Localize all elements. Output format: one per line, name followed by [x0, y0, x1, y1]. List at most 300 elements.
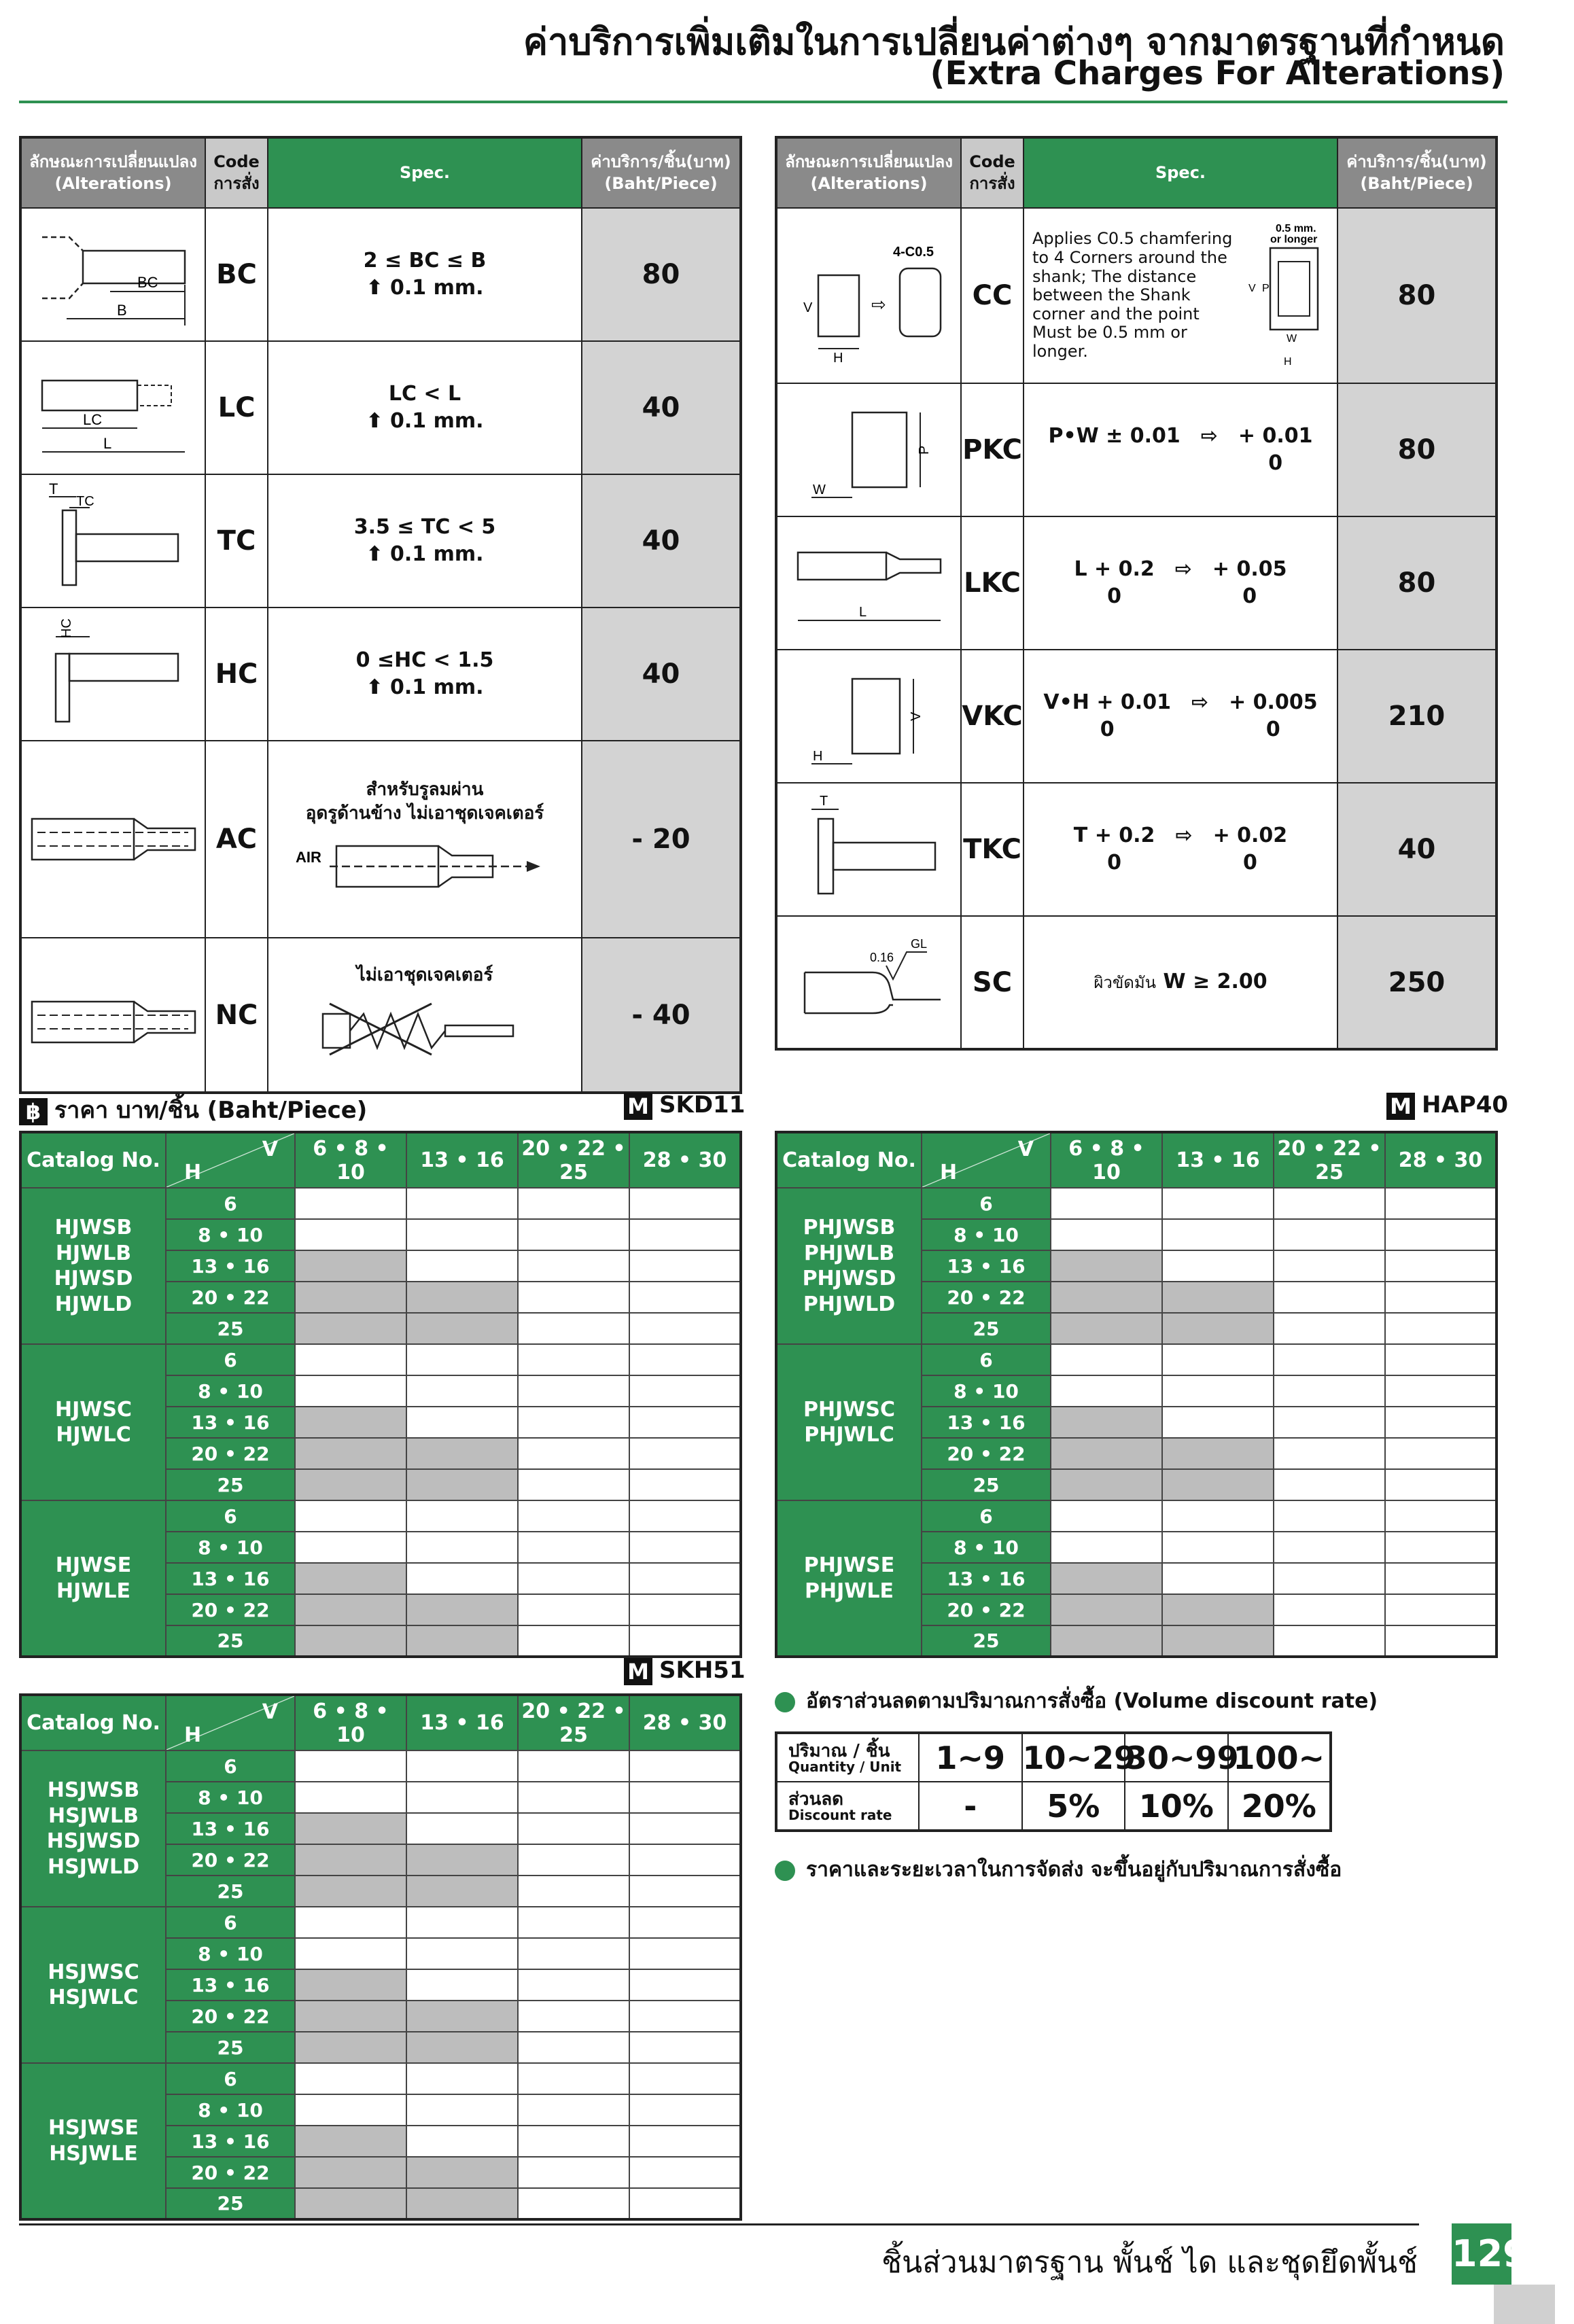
code-pkc: PKC — [961, 383, 1024, 516]
h-cell: 13 • 16 — [166, 1563, 295, 1594]
price-cell — [1051, 1344, 1162, 1375]
price-cell — [406, 1844, 518, 1876]
alteration-table-right — [775, 136, 1498, 1051]
col-v-0: 6 • 8 • 10 — [295, 1695, 406, 1750]
price-ac: - 20 — [582, 741, 741, 938]
bullet-icon — [775, 1861, 795, 1881]
price-cell — [1274, 1375, 1385, 1407]
footer-rule — [19, 2223, 1419, 2225]
price-cell — [1162, 1219, 1274, 1250]
table-row — [20, 474, 741, 608]
price-cell — [1051, 1594, 1162, 1625]
price-cell — [518, 1844, 629, 1876]
table-row — [776, 1500, 1497, 1532]
price-cell — [629, 2188, 741, 2219]
price-cell — [518, 1219, 629, 1250]
col-spec: Spec. — [268, 137, 582, 208]
h-cell: 13 • 16 — [166, 1407, 295, 1438]
price-cell — [1162, 1532, 1274, 1563]
h-cell: 8 • 10 — [922, 1375, 1051, 1407]
material-skh51: M SKH51 — [624, 1657, 746, 1685]
price-cell — [1162, 1313, 1274, 1344]
price-cell — [1274, 1313, 1385, 1344]
h-cell: 8 • 10 — [166, 1782, 295, 1813]
price-cell — [295, 1907, 406, 1938]
rate-3: 10% — [1125, 1782, 1228, 1831]
price-cell — [1385, 1438, 1497, 1469]
h-cell: 25 — [166, 1625, 295, 1657]
price-cell — [629, 2094, 741, 2126]
tkc-figure — [776, 783, 961, 916]
price-cell — [1051, 1438, 1162, 1469]
svg-text:L: L — [858, 605, 867, 620]
price-cell — [1385, 1625, 1497, 1657]
table-row — [776, 1188, 1497, 1219]
col-v-0: 6 • 8 • 10 — [1051, 1132, 1162, 1188]
price-cell — [629, 1938, 741, 1969]
price-cell — [295, 1594, 406, 1625]
price-cell — [629, 1188, 741, 1219]
price-cell — [1162, 1625, 1274, 1657]
price-cell — [1162, 1188, 1274, 1219]
col-v-1: 13 • 16 — [406, 1695, 518, 1750]
h-cell: 8 • 10 — [922, 1219, 1051, 1250]
price-cell — [518, 1282, 629, 1313]
price-cell — [406, 1375, 518, 1407]
svg-text:TC: TC — [75, 494, 94, 509]
spec-tc: 3.5 ≤ TC < 5 ⬆ 0.1 mm. — [268, 474, 582, 608]
price-cell — [629, 1969, 741, 2001]
page-title-thai: ค่าบริการเพิ่มเติมในการเปลี่ยนค่าต่างๆ จากมาตรฐานที่กำหนด — [523, 20, 1505, 63]
price-cc: 80 — [1337, 208, 1497, 383]
qty-1: 1~9 — [919, 1733, 1022, 1782]
price-cell — [1051, 1219, 1162, 1250]
price-cell — [1162, 1344, 1274, 1375]
price-table-hap40 — [775, 1131, 1498, 1658]
arrow-right-icon: ⇨ — [1200, 423, 1218, 448]
h-cell: 8 • 10 — [166, 1938, 295, 1969]
price-tc: 40 — [582, 474, 741, 608]
arrow-right-icon: ⇨ — [1191, 690, 1209, 714]
price-cell — [629, 1375, 741, 1407]
col-v-2: 20 • 22 • 25 — [518, 1132, 629, 1188]
h-cell: 25 — [922, 1313, 1051, 1344]
price-cell — [1274, 1250, 1385, 1282]
price-cell — [1274, 1219, 1385, 1250]
price-cell — [518, 2094, 629, 2126]
price-cell — [518, 1407, 629, 1438]
price-cell — [406, 1876, 518, 1907]
price-cell — [1385, 1344, 1497, 1375]
col-catalog: Catalog No. — [776, 1132, 922, 1188]
price-cell — [518, 1594, 629, 1625]
price-cell — [406, 1938, 518, 1969]
price-cell — [518, 2032, 629, 2063]
table-row — [776, 1344, 1497, 1375]
footer-tab — [1494, 2285, 1555, 2324]
page-number: 129 — [1452, 2223, 1511, 2285]
price-cell — [406, 1782, 518, 1813]
price-cell — [1274, 1500, 1385, 1532]
price-cell — [406, 1407, 518, 1438]
h-cell: 20 • 22 — [166, 1844, 295, 1876]
price-cell — [406, 2157, 518, 2188]
h-cell: 6 — [922, 1500, 1051, 1532]
price-cell — [1385, 1282, 1497, 1313]
code-vkc: VKC — [961, 650, 1024, 783]
qty-4: 100~ — [1228, 1733, 1331, 1782]
price-cell — [406, 1219, 518, 1250]
price-cell — [1162, 1500, 1274, 1532]
price-cell — [295, 1250, 406, 1282]
catalog-cell: HSJWSE HSJWLE — [20, 2063, 166, 2219]
h-cell: 8 • 10 — [166, 1219, 295, 1250]
table-row — [20, 208, 741, 341]
price-cell — [518, 1250, 629, 1282]
price-cell — [295, 1844, 406, 1876]
h-cell: 6 — [166, 1907, 295, 1938]
price-cell — [1162, 1594, 1274, 1625]
price-cell — [629, 1625, 741, 1657]
price-cell — [295, 1407, 406, 1438]
col-v-3: 28 • 30 — [629, 1695, 741, 1750]
price-cell — [1274, 1563, 1385, 1594]
price-cell — [1051, 1469, 1162, 1500]
h-cell: 20 • 22 — [922, 1438, 1051, 1469]
col-vh: V H — [922, 1132, 1051, 1188]
spec-bc: 2 ≤ BC ≤ B ⬆ 0.1 mm. — [268, 208, 582, 341]
price-cell — [406, 1282, 518, 1313]
col-v-3: 28 • 30 — [629, 1132, 741, 1188]
price-cell — [406, 1625, 518, 1657]
price-cell — [1162, 1469, 1274, 1500]
table-row — [20, 608, 741, 741]
price-cell — [406, 1188, 518, 1219]
price-cell — [1162, 1407, 1274, 1438]
price-cell — [1385, 1500, 1497, 1532]
catalog-cell: HSJWSB HSJWLB HSJWSD HSJWLD — [20, 1750, 166, 1907]
price-cell — [295, 1500, 406, 1532]
price-cell — [629, 1219, 741, 1250]
price-cell — [295, 1438, 406, 1469]
price-cell — [518, 1750, 629, 1782]
h-cell: 6 — [922, 1188, 1051, 1219]
price-cell — [629, 2063, 741, 2094]
price-cell — [295, 1782, 406, 1813]
price-cell — [518, 1500, 629, 1532]
price-cell — [406, 1907, 518, 1938]
svg-text:T: T — [819, 794, 828, 809]
price-cell — [629, 1844, 741, 1876]
col-v-0: 6 • 8 • 10 — [295, 1132, 406, 1188]
price-cell — [518, 1876, 629, 1907]
price-cell — [518, 1344, 629, 1375]
h-cell: 6 — [166, 1188, 295, 1219]
table-row — [20, 741, 741, 938]
price-cell — [629, 1750, 741, 1782]
price-cell — [406, 1813, 518, 1844]
sc-figure — [776, 916, 961, 1049]
nc-figure — [20, 938, 205, 1093]
price-cell — [1274, 1438, 1385, 1469]
price-cell — [406, 2032, 518, 2063]
arrow-right-icon: ⇨ — [1174, 557, 1192, 581]
rate-4: 20% — [1228, 1782, 1331, 1831]
price-cell — [295, 1563, 406, 1594]
code-lkc: LKC — [961, 516, 1024, 650]
h-cell: 13 • 16 — [166, 2126, 295, 2157]
price-cell — [406, 1344, 518, 1375]
price-cell — [295, 1876, 406, 1907]
svg-text:H: H — [812, 749, 822, 764]
price-cell — [518, 1969, 629, 2001]
lc-figure — [20, 341, 205, 474]
price-cell — [406, 2126, 518, 2157]
table-row — [20, 341, 741, 474]
delivery-note: ราคาและระยะเวลาในการจัดส่ง จะขึ้นอยู่กับปริมาณการสั่งซื้อ — [775, 1854, 1342, 1886]
price-cell — [406, 1438, 518, 1469]
code-nc: NC — [205, 938, 268, 1093]
price-cell — [629, 1500, 741, 1532]
price-cell — [518, 2001, 629, 2032]
spec-pkc: P•W ± 0.01 ⇨ + 0.01 0 — [1024, 383, 1337, 516]
svg-text:or longer: or longer — [1270, 234, 1318, 245]
price-cell — [629, 1532, 741, 1563]
h-cell: 20 • 22 — [166, 1438, 295, 1469]
price-cell — [518, 2188, 629, 2219]
price-cell — [406, 2063, 518, 2094]
page-title-english: (Extra Charges For Alterations) — [930, 54, 1505, 92]
price-cell — [1051, 1407, 1162, 1438]
price-cell — [1385, 1532, 1497, 1563]
price-cell — [1274, 1625, 1385, 1657]
price-pkc: 80 — [1337, 383, 1497, 516]
price-cell — [629, 1313, 741, 1344]
price-cell — [1051, 1375, 1162, 1407]
price-cell — [1162, 1250, 1274, 1282]
svg-text:GL: GL — [910, 936, 927, 951]
price-lc: 40 — [582, 341, 741, 474]
price-cell — [295, 1469, 406, 1500]
h-cell: 20 • 22 — [166, 2001, 295, 2032]
up-arrow-icon: ⬆ — [366, 276, 383, 300]
price-hc: 40 — [582, 608, 741, 741]
catalog-cell: PHJWSB PHJWLB PHJWSD PHJWLD — [776, 1188, 922, 1344]
lkc-figure — [776, 516, 961, 650]
h-cell: 8 • 10 — [166, 1532, 295, 1563]
svg-text:P: P — [1262, 283, 1270, 294]
code-lc: LC — [205, 341, 268, 474]
price-grid — [19, 1693, 742, 2221]
price-cell — [295, 1344, 406, 1375]
table-row — [20, 938, 741, 1093]
price-cell — [518, 1188, 629, 1219]
price-cell — [295, 2094, 406, 2126]
price-cell — [1385, 1594, 1497, 1625]
h-cell: 20 • 22 — [166, 1594, 295, 1625]
h-cell: 25 — [922, 1469, 1051, 1500]
price-cell — [629, 2157, 741, 2188]
h-cell: 6 — [166, 2063, 295, 2094]
price-cell — [295, 1188, 406, 1219]
svg-text:W: W — [1287, 333, 1297, 345]
price-cell — [295, 2063, 406, 2094]
price-cell — [406, 1500, 518, 1532]
col-code: Code การสั่ง — [205, 137, 268, 208]
h-cell: 20 • 22 — [166, 1282, 295, 1313]
col-price: ค่าบริการ/ชิ้น(บาท) (Baht/Piece) — [1337, 137, 1497, 208]
h-cell: 20 • 22 — [922, 1594, 1051, 1625]
price-cell — [1051, 1532, 1162, 1563]
vkc-figure — [776, 650, 961, 783]
price-cell — [629, 2032, 741, 2063]
table-row — [20, 1500, 741, 1532]
spec-vkc: V•H + 0.01 0 ⇨ + 0.005 0 — [1024, 650, 1337, 783]
svg-text:0.5 mm.: 0.5 mm. — [1276, 223, 1316, 234]
price-cell — [629, 1594, 741, 1625]
price-cell — [1385, 1250, 1497, 1282]
price-cell — [1274, 1344, 1385, 1375]
table-row — [776, 208, 1497, 383]
discount-label: ส่วนลด Discount rate — [776, 1782, 919, 1831]
price-cell — [406, 1250, 518, 1282]
price-cell — [1385, 1563, 1497, 1594]
up-arrow-icon: ⬆ — [366, 675, 383, 699]
price-cell — [629, 1876, 741, 1907]
price-cell — [1051, 1313, 1162, 1344]
price-cell — [518, 2157, 629, 2188]
rate-1: - — [919, 1782, 1022, 1831]
header-rule — [19, 101, 1507, 103]
col-vh: V H — [166, 1695, 295, 1750]
price-cell — [629, 1344, 741, 1375]
baht-icon: ฿ — [19, 1098, 48, 1125]
price-cell — [1051, 1500, 1162, 1532]
price-cell — [1162, 1563, 1274, 1594]
cc-detail-figure — [1243, 221, 1331, 370]
table-row — [20, 2063, 741, 2094]
table-row — [776, 783, 1497, 916]
price-table-skd11 — [19, 1131, 742, 1658]
col-catalog: Catalog No. — [20, 1695, 166, 1750]
price-cell — [629, 1282, 741, 1313]
h-cell: 13 • 16 — [922, 1250, 1051, 1282]
table-row — [20, 1188, 741, 1219]
spec-lc: LC < L ⬆ 0.1 mm. — [268, 341, 582, 474]
table-row — [20, 1344, 741, 1375]
h-cell: 8 • 10 — [166, 2094, 295, 2126]
col-v-2: 20 • 22 • 25 — [518, 1695, 629, 1750]
price-cell — [406, 2188, 518, 2219]
price-cell — [518, 1938, 629, 1969]
price-cell — [518, 1813, 629, 1844]
footer-text: ชิ้นส่วนมาตรฐาน พั้นช์ ได และชุดยึดพั้นช์ — [881, 2245, 1418, 2280]
price-cell — [518, 2063, 629, 2094]
price-cell — [1385, 1469, 1497, 1500]
ac-figure — [20, 741, 205, 938]
price-cell — [406, 1969, 518, 2001]
price-cell — [1385, 1219, 1497, 1250]
table-row — [776, 516, 1497, 650]
price-cell — [1162, 1282, 1274, 1313]
svg-text:LC: LC — [82, 411, 102, 428]
price-cell — [1274, 1594, 1385, 1625]
price-section-label: ฿ ราคา บาท/ชิ้น (Baht/Piece) — [19, 1091, 367, 1128]
spec-cc: Applies C0.5 chamfering to 4 Corners around the shank; The distance between the Shank corner and the point Must be 0.5 mm or longer. 0.5 mm. or longer P V W H — [1024, 208, 1337, 383]
code-tc: TC — [205, 474, 268, 608]
price-cell — [629, 2126, 741, 2157]
price-cell — [406, 1469, 518, 1500]
svg-text:4-C0.5: 4-C0.5 — [892, 245, 934, 260]
price-tkc: 40 — [1337, 783, 1497, 916]
price-cell — [629, 1438, 741, 1469]
h-cell: 13 • 16 — [166, 1969, 295, 2001]
price-cell — [1051, 1563, 1162, 1594]
ejector-crossed-icon — [309, 997, 540, 1058]
svg-text:0.16: 0.16 — [869, 950, 894, 964]
up-arrow-icon: ⬆ — [366, 542, 383, 566]
price-cell — [1162, 1438, 1274, 1469]
price-cell — [1385, 1407, 1497, 1438]
price-cell — [518, 1532, 629, 1563]
price-cell — [406, 2001, 518, 2032]
price-cell — [295, 1625, 406, 1657]
h-cell: 6 — [166, 1500, 295, 1532]
h-cell: 20 • 22 — [922, 1282, 1051, 1313]
volume-discount-table — [775, 1731, 1332, 1832]
h-cell: 20 • 22 — [166, 2157, 295, 2188]
price-sc: 250 — [1337, 916, 1497, 1049]
catalog-cell: PHJWSE PHJWLE — [776, 1500, 922, 1657]
code-hc: HC — [205, 608, 268, 741]
col-v-1: 13 • 16 — [406, 1132, 518, 1188]
table-row — [776, 383, 1497, 516]
h-cell: 13 • 16 — [922, 1407, 1051, 1438]
price-cell — [295, 1282, 406, 1313]
price-cell — [518, 1438, 629, 1469]
price-cell — [629, 1813, 741, 1844]
rate-2: 5% — [1022, 1782, 1125, 1831]
price-grid — [775, 1131, 1498, 1658]
price-cell — [1385, 1313, 1497, 1344]
table-row — [776, 650, 1497, 783]
bullet-icon — [775, 1692, 795, 1712]
price-cell — [1274, 1469, 1385, 1500]
alteration-table-left — [19, 136, 742, 1094]
spec-hc: 0 ≤HC < 1.5 ⬆ 0.1 mm. — [268, 608, 582, 741]
code-sc: SC — [961, 916, 1024, 1049]
col-alteration: ลักษณะการเปลี่ยนแปลง (Alterations) — [20, 137, 205, 208]
up-arrow-icon: ⬆ — [366, 409, 383, 433]
col-alteration: ลักษณะการเปลี่ยนแปลง (Alterations) — [776, 137, 961, 208]
price-vkc: 210 — [1337, 650, 1497, 783]
price-cell — [1385, 1188, 1497, 1219]
qty-3: 30~99 — [1125, 1733, 1228, 1782]
spec-ac: สำหรับรูลมผ่าน อุดรูด้านข้าง ไม่เอาชุดเจคเตอร์ AIR — [268, 741, 582, 938]
price-cell — [406, 1313, 518, 1344]
bc-figure — [20, 208, 205, 341]
h-cell: 25 — [922, 1625, 1051, 1657]
h-cell: 25 — [166, 1313, 295, 1344]
price-cell — [518, 2126, 629, 2157]
price-cell — [295, 1532, 406, 1563]
price-cell — [1274, 1188, 1385, 1219]
price-cell — [518, 1625, 629, 1657]
code-cc: CC — [961, 208, 1024, 383]
price-cell — [295, 1219, 406, 1250]
svg-text:P: P — [916, 445, 932, 455]
price-cell — [1051, 1250, 1162, 1282]
